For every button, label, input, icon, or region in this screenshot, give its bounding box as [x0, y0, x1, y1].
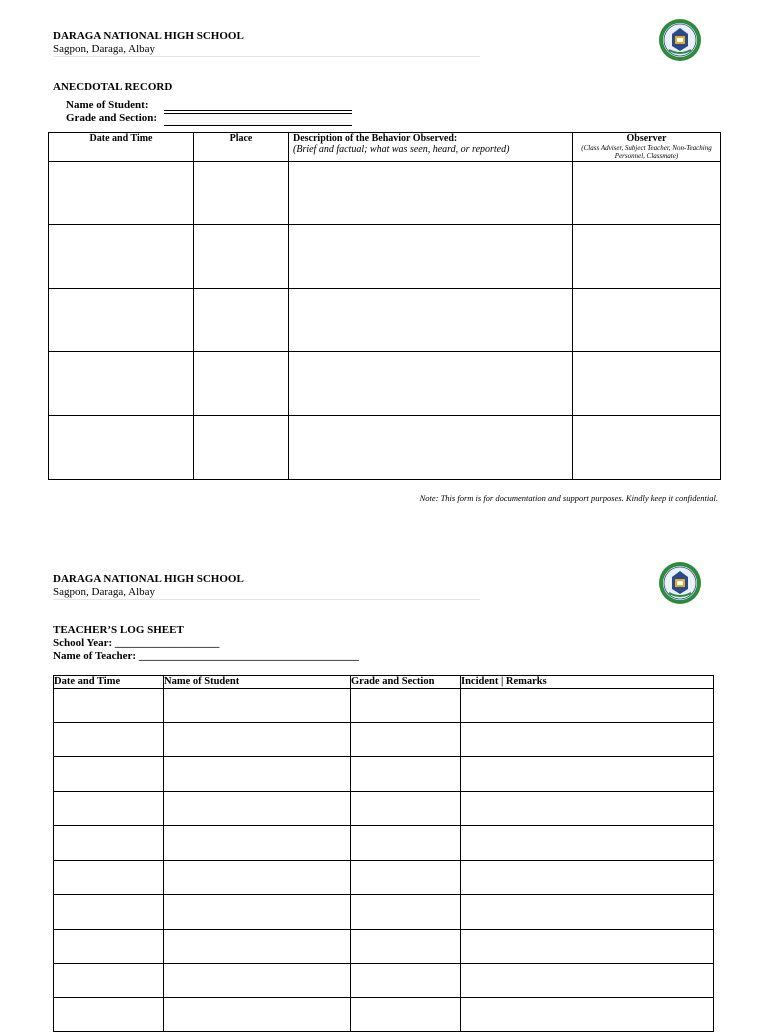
table-row — [54, 964, 714, 998]
cell-date-time[interactable] — [54, 689, 164, 723]
school-address: Sagpon, Daraga, Albay — [53, 43, 156, 55]
header-date-time: Date and Time — [54, 676, 164, 689]
cell-date-time[interactable] — [54, 964, 164, 998]
cell-incident[interactable] — [461, 757, 714, 792]
cell-date-time[interactable] — [54, 895, 164, 930]
cell-student-name[interactable] — [164, 998, 351, 1032]
school-address: Sagpon, Daraga, Albay — [53, 586, 156, 598]
table-row — [49, 416, 721, 480]
grade-section-field[interactable] — [164, 113, 352, 126]
cell-grade-section[interactable] — [351, 930, 461, 964]
cell-student-name[interactable] — [164, 861, 351, 895]
header-observer — [573, 133, 721, 162]
table-header-row — [49, 133, 721, 162]
cell-student-name[interactable] — [164, 792, 351, 826]
header-description-sub: (Brief and factual; what was seen, heard, or reported) — [293, 144, 510, 155]
cell-grade-section[interactable] — [351, 964, 461, 998]
header-description-label: Description of the Behavior Observed: — [293, 133, 458, 144]
table-row — [54, 826, 714, 861]
table-row — [54, 723, 714, 757]
cell-student-name[interactable] — [164, 689, 351, 723]
log-table — [53, 675, 714, 1032]
cell-date-time[interactable] — [49, 289, 194, 352]
header-student-name: Name of Student — [164, 676, 351, 689]
log-sheet-title: TEACHER’S LOG SHEET — [53, 624, 184, 636]
table-row — [54, 757, 714, 792]
table-row — [54, 689, 714, 723]
cell-description[interactable] — [289, 225, 573, 289]
cell-incident[interactable] — [461, 895, 714, 930]
cell-student-name[interactable] — [164, 723, 351, 757]
cell-date-time[interactable] — [54, 792, 164, 826]
cell-place[interactable] — [194, 289, 289, 352]
cell-grade-section[interactable] — [351, 861, 461, 895]
table-row — [49, 352, 721, 416]
cell-grade-section[interactable] — [351, 757, 461, 792]
cell-place[interactable] — [194, 352, 289, 416]
header-divider — [53, 599, 480, 600]
header-observer-sub: (Class Adviser, Subject Teacher, Non-Teaching Personnel, Classmate) — [581, 144, 712, 160]
cell-incident[interactable] — [461, 930, 714, 964]
school-name: DARAGA NATIONAL HIGH SCHOOL — [53, 30, 244, 42]
cell-observer[interactable] — [573, 162, 721, 225]
cell-description[interactable] — [289, 352, 573, 416]
table-row — [54, 895, 714, 930]
cell-incident[interactable] — [461, 998, 714, 1032]
cell-grade-section[interactable] — [351, 689, 461, 723]
cell-student-name[interactable] — [164, 930, 351, 964]
table-row — [49, 162, 721, 225]
teacher-name-field[interactable]: Name of Teacher: ________________________________________ — [53, 650, 359, 662]
cell-incident[interactable] — [461, 964, 714, 998]
cell-date-time[interactable] — [49, 225, 194, 289]
cell-incident[interactable] — [461, 861, 714, 895]
cell-observer[interactable] — [573, 416, 721, 480]
cell-incident[interactable] — [461, 792, 714, 826]
school-year-field[interactable]: School Year: ___________________ — [53, 637, 220, 649]
cell-description[interactable] — [289, 289, 573, 352]
header-description — [289, 133, 573, 162]
header-divider — [53, 56, 480, 57]
header-date-time: Date and Time — [49, 133, 194, 162]
table-row — [54, 861, 714, 895]
cell-date-time[interactable] — [54, 930, 164, 964]
school-seal-icon — [658, 18, 702, 62]
cell-observer[interactable] — [573, 289, 721, 352]
cell-student-name[interactable] — [164, 826, 351, 861]
cell-date-time[interactable] — [54, 826, 164, 861]
cell-description[interactable] — [289, 162, 573, 225]
cell-date-time[interactable] — [54, 861, 164, 895]
cell-student-name[interactable] — [164, 895, 351, 930]
cell-observer[interactable] — [573, 352, 721, 416]
header-incident-remarks: Incident | Remarks — [461, 676, 714, 689]
cell-student-name[interactable] — [164, 757, 351, 792]
student-name-field[interactable] — [164, 110, 352, 111]
cell-place[interactable] — [194, 416, 289, 480]
confidentiality-note: Note: This form is for documentation and support purposes. Kindly keep it confidential. — [419, 493, 718, 503]
student-name-label: Name of Student: — [66, 99, 149, 111]
table-header-row — [54, 676, 714, 689]
cell-date-time[interactable] — [54, 757, 164, 792]
cell-incident[interactable] — [461, 689, 714, 723]
cell-date-time[interactable] — [49, 416, 194, 480]
anecdotal-table — [48, 132, 721, 480]
cell-observer[interactable] — [573, 225, 721, 289]
cell-description[interactable] — [289, 416, 573, 480]
cell-grade-section[interactable] — [351, 998, 461, 1032]
cell-grade-section[interactable] — [351, 723, 461, 757]
table-row — [54, 998, 714, 1032]
cell-grade-section[interactable] — [351, 826, 461, 861]
header-observer-label: Observer — [626, 133, 667, 144]
header-place: Place — [194, 133, 289, 162]
cell-grade-section[interactable] — [351, 895, 461, 930]
school-seal-icon — [658, 561, 702, 605]
header-grade-section: Grade and Section — [351, 676, 461, 689]
table-row — [49, 225, 721, 289]
cell-student-name[interactable] — [164, 964, 351, 998]
anecdotal-title: ANECDOTAL RECORD — [53, 81, 173, 93]
cell-date-time[interactable] — [49, 352, 194, 416]
cell-place[interactable] — [194, 225, 289, 289]
cell-date-time[interactable] — [54, 723, 164, 757]
table-row — [54, 930, 714, 964]
cell-grade-section[interactable] — [351, 792, 461, 826]
cell-incident[interactable] — [461, 723, 714, 757]
cell-date-time[interactable] — [54, 998, 164, 1032]
table-row — [49, 289, 721, 352]
cell-place[interactable] — [194, 162, 289, 225]
grade-section-label: Grade and Section: — [66, 112, 158, 124]
cell-incident[interactable] — [461, 826, 714, 861]
table-row — [54, 792, 714, 826]
school-name: DARAGA NATIONAL HIGH SCHOOL — [53, 573, 244, 585]
cell-date-time[interactable] — [49, 162, 194, 225]
